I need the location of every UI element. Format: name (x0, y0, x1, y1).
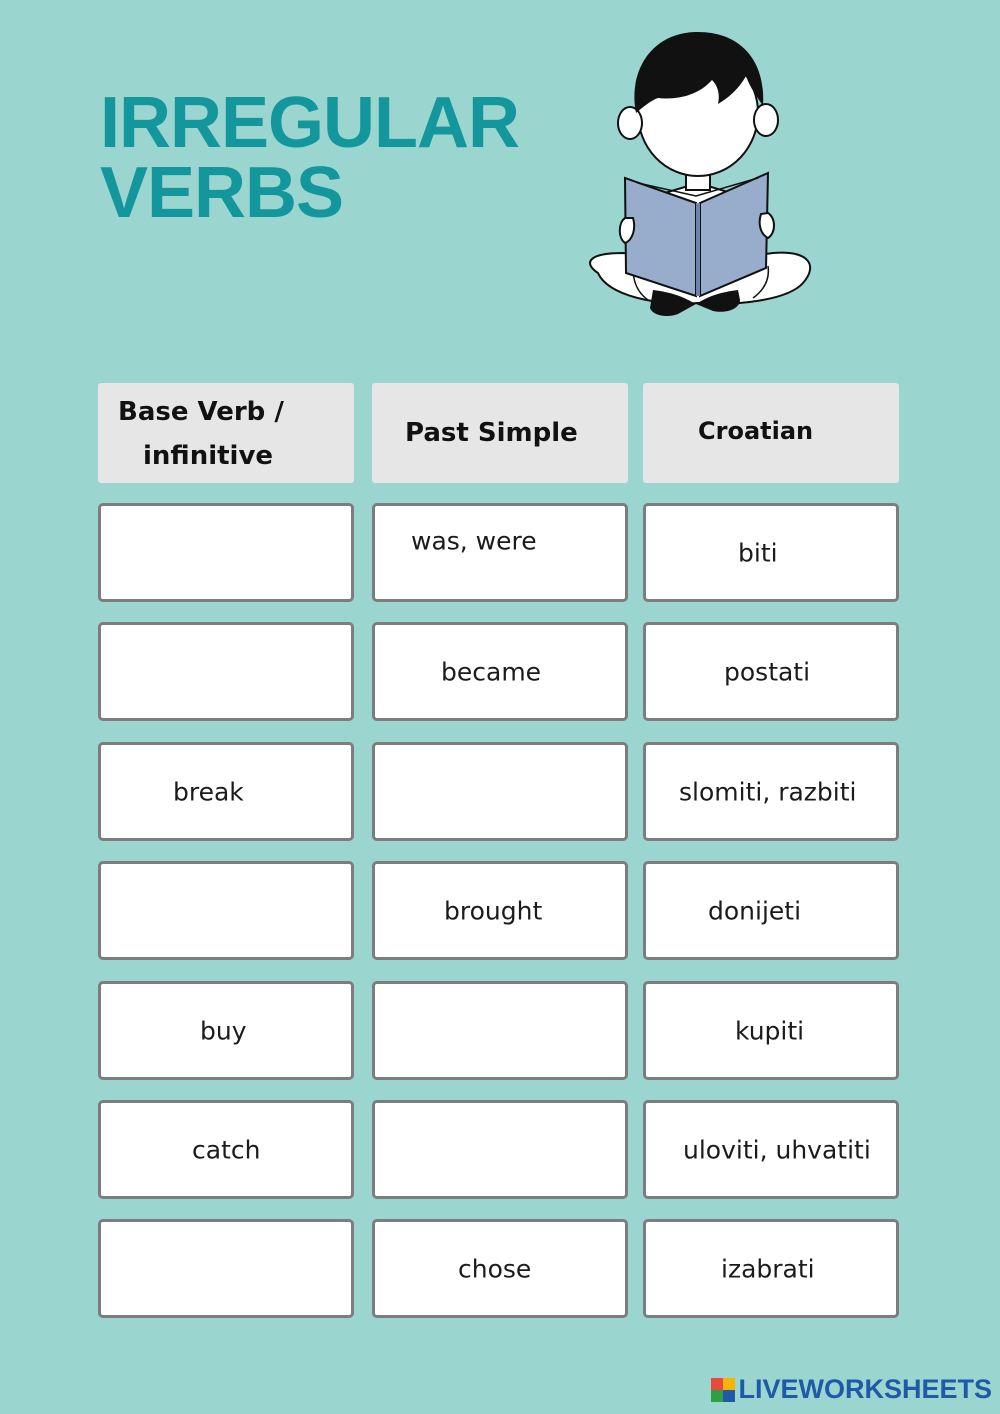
croatian-cell-3 (643, 742, 899, 841)
past-simple-text: brought (444, 896, 543, 925)
croatian-cell-1 (643, 503, 899, 602)
title-line-1: IRREGULAR (100, 83, 519, 163)
liveworksheets-logo-icon (711, 1378, 735, 1402)
base-verb-input-7[interactable] (98, 1219, 354, 1318)
croatian-text: kupiti (735, 1016, 805, 1045)
header-past-simple (372, 383, 628, 483)
past-simple-input-6[interactable] (372, 1100, 628, 1199)
past-simple-text: chose (458, 1254, 532, 1283)
past-simple-cell-7[interactable] (372, 1219, 628, 1318)
header-croatian-label: Croatian (698, 417, 814, 445)
base-verb-input-4[interactable] (98, 861, 354, 960)
title-line-2: VERBS (100, 153, 344, 233)
croatian-text: donijeti (708, 896, 802, 925)
past-simple-text: became (441, 657, 542, 686)
header-base-verb-line-2: infinitive (143, 441, 274, 471)
past-simple-input-3[interactable] (372, 742, 628, 841)
past-simple-cell-2[interactable] (372, 622, 628, 721)
croatian-text: izabrati (721, 1254, 815, 1283)
croatian-cell-4 (643, 861, 899, 960)
past-simple-cell-1[interactable] (372, 503, 628, 602)
croatian-text: postati (724, 657, 811, 686)
boy-reading-book-icon (578, 28, 818, 323)
croatian-cell-6 (643, 1100, 899, 1199)
header-past-simple-label: Past Simple (405, 418, 578, 448)
header-croatian (643, 383, 899, 483)
base-verb-text: break (173, 777, 244, 806)
base-verb-text: catch (192, 1135, 261, 1164)
header-base-verb-line-1: Base Verb / (118, 397, 284, 427)
page-title (100, 83, 519, 233)
liveworksheets-watermark (711, 1374, 992, 1405)
base-verb-input-2[interactable] (98, 622, 354, 721)
header-base-verb (98, 383, 354, 483)
past-simple-text: was, were (411, 526, 537, 556)
past-simple-cell-4[interactable] (372, 861, 628, 960)
base-verb-input-1[interactable] (98, 503, 354, 602)
croatian-cell-7 (643, 1219, 899, 1318)
base-verb-cell-5 (98, 981, 354, 1080)
base-verb-cell-3 (98, 742, 354, 841)
watermark-text: LIVEWORKSHEETS (738, 1374, 992, 1404)
croatian-text: slomiti, razbiti (679, 777, 857, 806)
croatian-cell-2 (643, 622, 899, 721)
base-verb-cell-6 (98, 1100, 354, 1199)
base-verb-text: buy (200, 1016, 247, 1045)
past-simple-input-5[interactable] (372, 981, 628, 1080)
croatian-cell-5 (643, 981, 899, 1080)
croatian-text: biti (738, 538, 778, 567)
croatian-text: uloviti, uhvatiti (683, 1135, 871, 1164)
